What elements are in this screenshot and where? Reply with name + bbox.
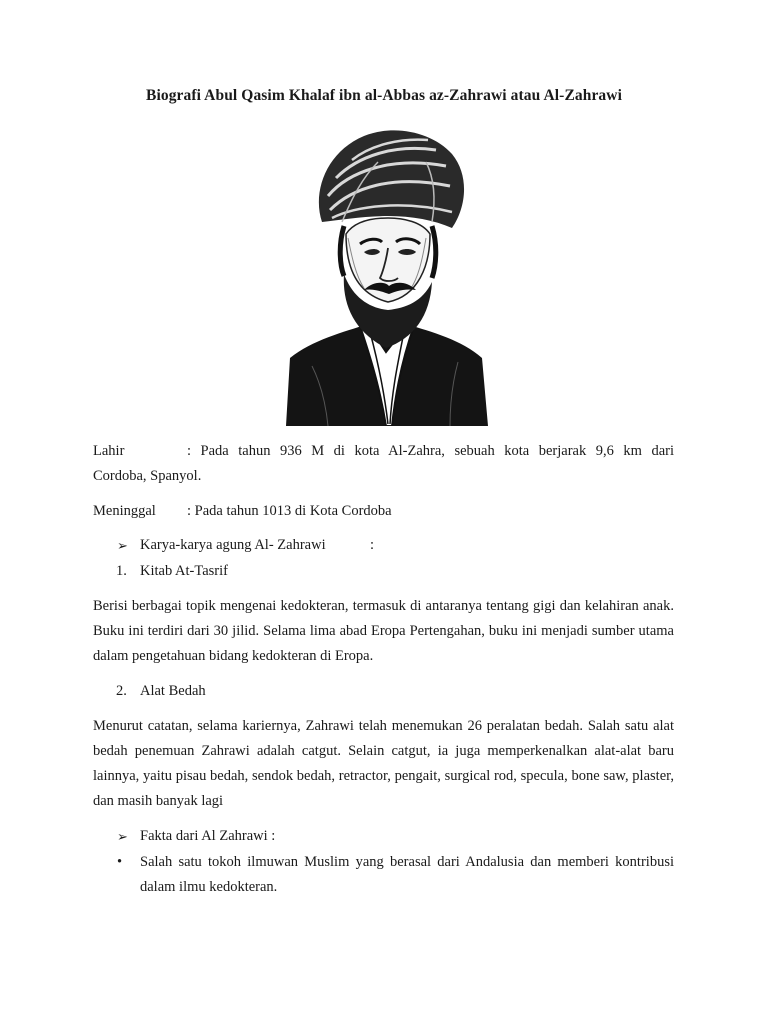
karya-heading: Karya-karya agung Al- Zahrawi xyxy=(140,537,326,553)
lahir-text: : Pada tahun 936 M di kota Al-Zahra, sebuah kota berjarak 9,6 km dari xyxy=(187,443,674,459)
dot-bullet-icon: • xyxy=(117,854,123,870)
arrow-bullet-icon: ➢ xyxy=(117,829,128,844)
meninggal-label: Meninggal xyxy=(93,503,156,519)
arrow-bullet-icon: ➢ xyxy=(117,538,128,553)
lahir-label: Lahir xyxy=(93,443,125,459)
item1-paragraph: Berisi berbagai topik mengenai kedokteran, termasuk di antaranya tentang gigi dan kelahiran anak. Buku ini terdiri dari 30 jilid. Selama lima abad Eropa Pertengahan, buku ini menjadi sumber utama dalam pengetahuan bidang kedokteran di Eropa. xyxy=(93,598,674,664)
item1-title: Kitab At-Tasrif xyxy=(140,563,228,579)
fakta-item-text: Salah satu tokoh ilmuwan Muslim yang berasal dari Andalusia dan memberi kontribusi dalam ilmu kedokteran. xyxy=(140,854,674,895)
karya-heading-colon: : xyxy=(370,537,375,553)
portrait-illustration xyxy=(282,126,492,426)
item2-title: Alat Bedah xyxy=(140,683,206,699)
fakta-heading: Fakta dari Al Zahrawi : xyxy=(140,828,276,844)
lahir-text-continued: Cordoba, Spanyol. xyxy=(93,468,202,484)
document-title: Biografi Abul Qasim Khalaf ibn al-Abbas az-Zahrawi atau Al-Zahrawi xyxy=(146,87,622,104)
item2-number: 2. xyxy=(116,683,127,699)
item2-paragraph: Menurut catatan, selama kariernya, Zahrawi telah menemukan 26 peralatan bedah. Salah satu alat bedah penemuan Zahrawi adalah catgut. Selain catgut, ia juga memperkenalkan alat-alat baru lainnya, yaitu pisau bedah, sendok bedah, retractor, pengait, surgical rod, specula, bone saw, plaster, dan masih banyak lagi xyxy=(93,718,674,809)
item1-number: 1. xyxy=(116,563,127,579)
meninggal-text: : Pada tahun 1013 di Kota Cordoba xyxy=(187,503,392,519)
